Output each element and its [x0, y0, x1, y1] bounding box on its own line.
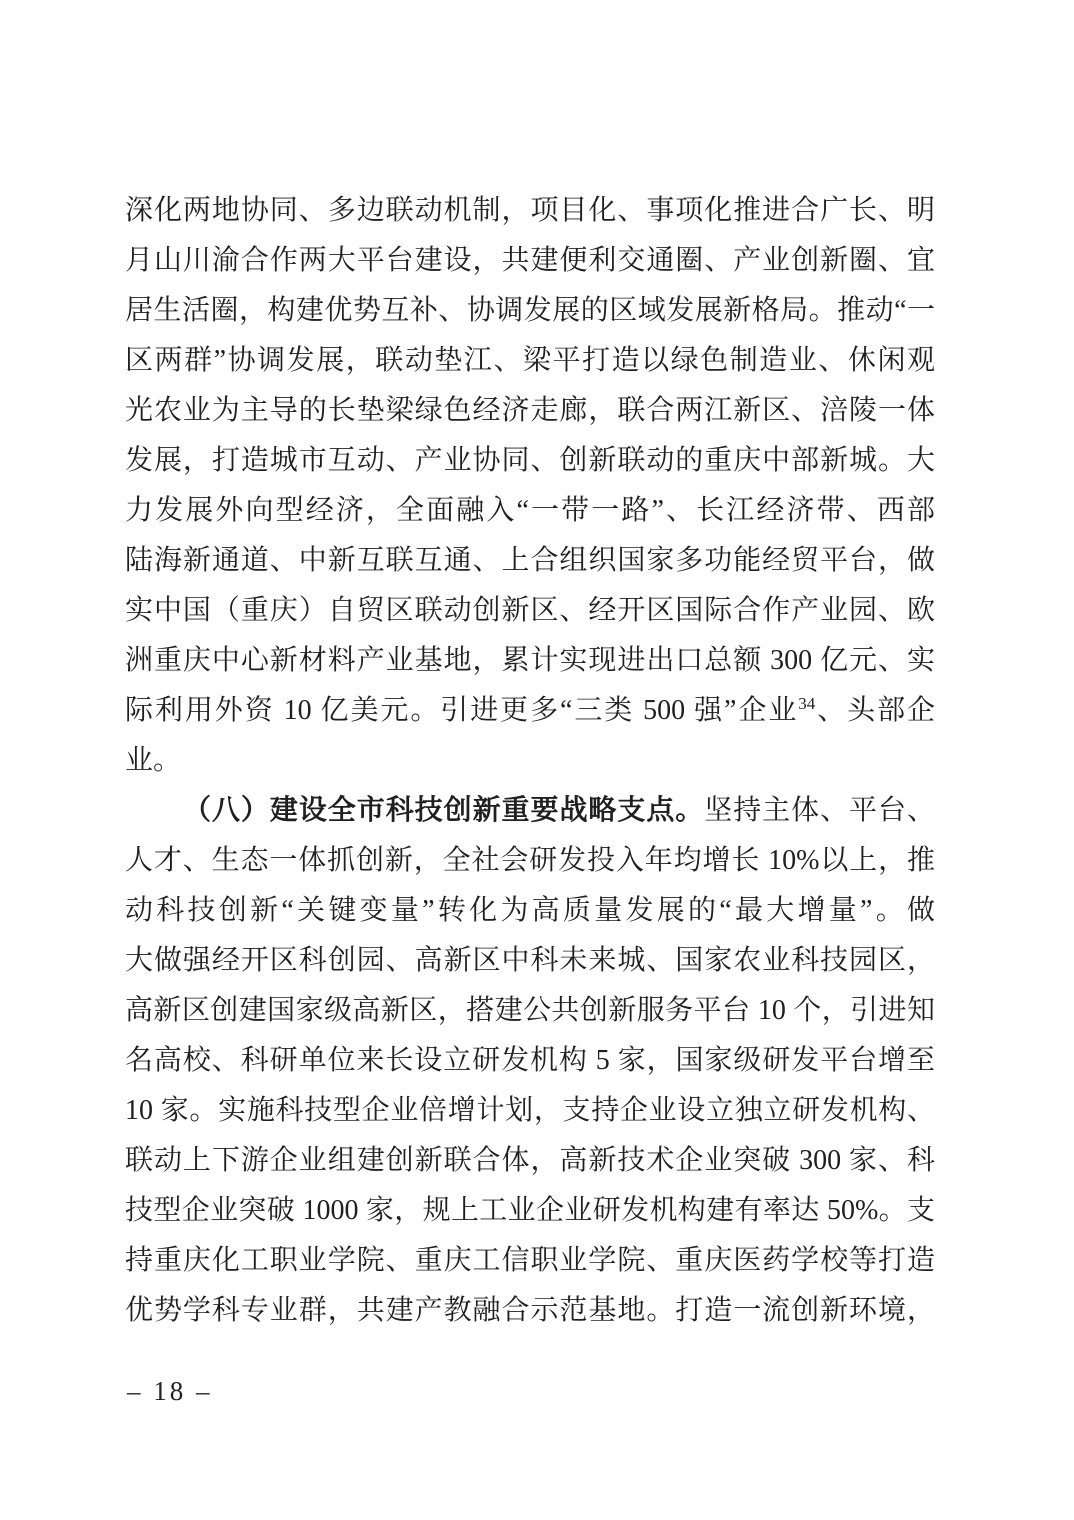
text-line [125, 186, 935, 236]
body-text-segment: 名高校、科研单位来长设立研发机构 5 家，国家级研发平台增至 [125, 1045, 935, 1076]
body-text-segment: 发展，打造城市互动、产业协同、创新联动的重庆中部新城。大 [125, 445, 935, 476]
body-text-segment: 深化两地协同、多边联动机制，项目化、事项化推进合广长、明 [125, 195, 935, 226]
text-line [125, 486, 935, 536]
body-text-segment: 业。 [125, 745, 182, 776]
text-line [125, 1286, 935, 1336]
body-text-segment: 月山川渝合作两大平台建设，共建便利交通圈、产业创新圈、宜 [125, 245, 935, 276]
body-text-segment: 人才、生态一体抓创新，全社会研发投入年均增长 10%以上，推 [125, 845, 935, 876]
text-line [125, 936, 935, 986]
footnote-reference: 34 [798, 694, 816, 713]
text-line [125, 636, 935, 686]
text-line [125, 836, 935, 886]
body-text-segment: 光农业为主导的长垫梁绿色经济走廊，联合两江新区、涪陵一体 [125, 395, 935, 426]
body-text-segment: 洲重庆中心新材料产业基地，累计实现进出口总额 300 亿元、实 [125, 645, 935, 676]
body-text-segment: 居生活圈，构建优势互补、协调发展的区域发展新格局。推动“一 [125, 295, 935, 326]
body-text-segment: 大做强经开区科创园、高新区中科未来城、国家农业科技园区， [125, 945, 935, 976]
body-text-segment: 优势学科专业群，共建产教融合示范基地。打造一流创新环境， [125, 1295, 935, 1326]
text-line [125, 786, 935, 836]
text-line [125, 236, 935, 286]
body-text-segment: 区两群”协调发展，联动垫江、梁平打造以绿色制造业、休闲观 [125, 345, 935, 376]
text-line [125, 386, 935, 436]
body-text-segment: 高新区创建国家级高新区，搭建公共创新服务平台 10 个，引进知 [125, 995, 935, 1026]
text-line [125, 686, 935, 736]
text-line [125, 986, 935, 1036]
text-line [125, 586, 935, 636]
text-line [125, 1136, 935, 1186]
text-line [125, 736, 935, 786]
body-text-segment: 坚持主体、平台、 [704, 795, 935, 826]
body-text-segment: 持重庆化工职业学院、重庆工信职业学院、重庆医药学校等打造 [125, 1245, 935, 1276]
text-line [125, 1086, 935, 1136]
body-text-segment: 技型企业突破 1000 家，规上工业企业研发机构建有率达 50%。支 [125, 1195, 935, 1226]
text-line [125, 1186, 935, 1236]
text-line [125, 536, 935, 586]
text-line [125, 1036, 935, 1086]
text-line [125, 1236, 935, 1286]
body-text-segment: 、头部企 [815, 695, 935, 726]
text-line [125, 336, 935, 386]
body-text-segment: 10 家。实施科技型企业倍增计划，支持企业设立独立研发机构、 [125, 1095, 935, 1126]
text-line [125, 286, 935, 336]
body-text-segment: 际利用外资 10 亿美元。引进更多“三类 500 强”企业 [125, 695, 799, 726]
paragraph-heading-text: （八）建设全市科技创新重要战略支点。 [183, 795, 705, 826]
page-number: – 18 – [127, 1376, 213, 1406]
body-text-segment: 陆海新通道、中新互联互通、上合组织国家多功能经贸平台，做 [125, 545, 935, 576]
body-text-segment: 动科技创新“关键变量”转化为高质量发展的“最大增量”。做 [125, 895, 935, 926]
document-lines [125, 186, 935, 1336]
body-text-segment: 力发展外向型经济，全面融入“一带一路”、长江经济带、西部 [125, 495, 935, 526]
text-line [125, 886, 935, 936]
body-text-segment: 实中国（重庆）自贸区联动创新区、经开区国际合作产业园、欧 [125, 595, 935, 626]
body-text-segment: 联动上下游企业组建创新联合体，高新技术企业突破 300 家、科 [125, 1145, 935, 1176]
text-line [125, 436, 935, 486]
